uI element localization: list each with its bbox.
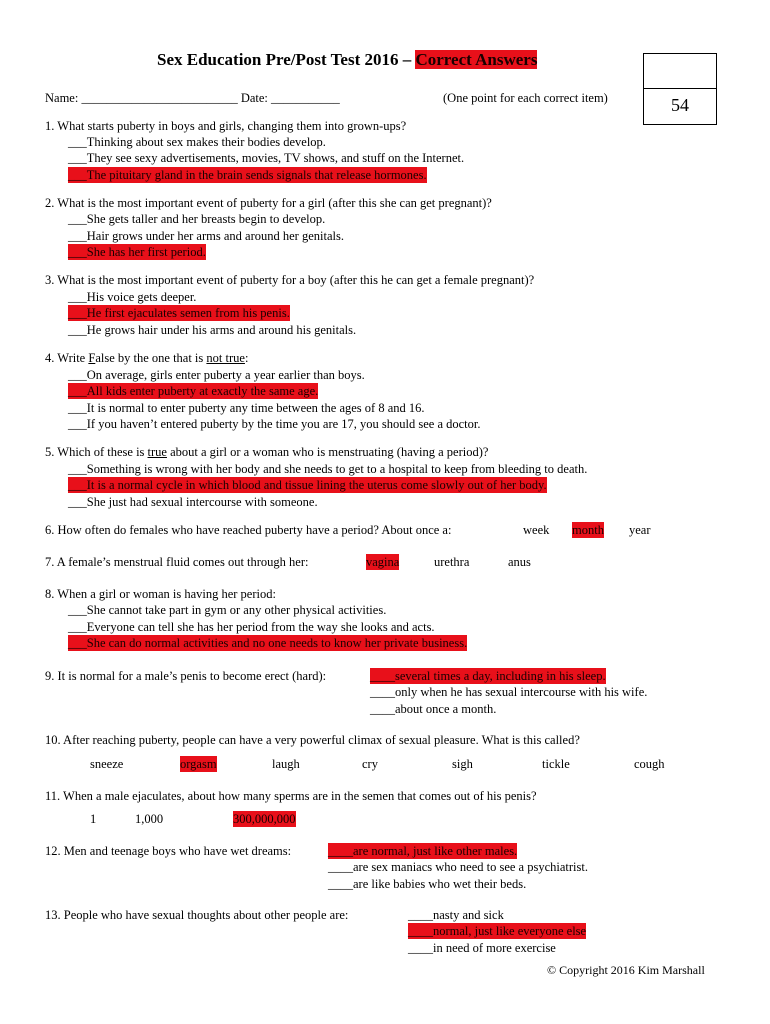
q7-choice-urethra: urethra: [434, 555, 470, 569]
q9-option-1-correct: ____several times a day, including in his sleep.: [370, 669, 606, 683]
q6-choice-week: week: [523, 523, 550, 537]
q4-prompt-part-c: :: [244, 351, 249, 365]
q10-choice-sigh: sigh: [452, 757, 473, 771]
q7-choice-anus: anus: [508, 555, 531, 569]
q9-option-3: ____about once a month.: [370, 702, 497, 716]
q10-choice-tickle: tickle: [542, 757, 570, 771]
q13-option-3: ____in need of more exercise: [408, 941, 556, 955]
question-9-prompt: 9. It is normal for a male’s penis to become erect (hard):: [45, 669, 327, 683]
q10-choice-cough: cough: [634, 757, 665, 771]
score-value: 54: [671, 95, 689, 115]
question-11-prompt: 11. When a male ejaculates, about how many sperms are in the semen that comes out of his penis?: [45, 789, 537, 803]
question-12-prompt: 12. Men and teenage boys who have wet dreams:: [45, 844, 292, 858]
q11-choice-300000000-correct: 300,000,000: [233, 812, 296, 826]
score-box: [643, 88, 717, 125]
q4-option-3: ___It is normal to enter puberty any time between the ages of 8 and 16.: [68, 401, 425, 415]
q13-option-1: ____nasty and sick: [408, 908, 504, 922]
q5-option-1: ___Something is wrong with her body and she needs to get to a hospital to keep from bleeding to death.: [68, 462, 588, 476]
q1-option-1: ___Thinking about sex makes their bodies develop.: [68, 135, 326, 149]
q4-prompt-not-true: not true: [206, 351, 245, 365]
points-note: (One point for each correct item): [443, 91, 608, 105]
q2-option-3-correct: ___She has her first period.: [68, 245, 206, 259]
q8-option-1: ___She cannot take part in gym or any other physical activities.: [68, 603, 387, 617]
q13-option-2-correct: ____normal, just like everyone else: [408, 924, 587, 938]
page-title: [157, 50, 537, 70]
q1-option-2: ___They see sexy advertisements, movies, TV shows, and stuff on the Internet.: [68, 151, 465, 165]
score-box-top: [643, 53, 717, 90]
question-10-prompt: 10. After reaching puberty, people can have a very powerful climax of sexual pleasure. What is this called?: [45, 733, 580, 747]
q12-option-3: ____are like babies who wet their beds.: [328, 877, 527, 891]
title-main: Sex Education Pre/Post Test 2016 –: [157, 50, 416, 69]
q4-option-1: ___On average, girls enter puberty a year earlier than boys.: [68, 368, 365, 382]
question-13-prompt: 13. People who have sexual thoughts about other people are:: [45, 908, 349, 922]
q6-choice-month-correct: month: [572, 523, 604, 537]
q11-choice-1: 1: [90, 812, 97, 826]
q10-choice-laugh: laugh: [272, 757, 300, 771]
question-7-prompt: 7. A female’s menstrual fluid comes out through her:: [45, 555, 309, 569]
question-5-prompt: [45, 444, 488, 460]
q2-option-1: ___She gets taller and her breasts begin to develop.: [68, 212, 326, 226]
q10-choice-sneeze: sneeze: [90, 757, 124, 771]
q2-option-2: ___Hair grows under her arms and around her genitals.: [68, 229, 344, 243]
q5-option-2-correct: ___It is a normal cycle in which blood and tissue lining the uterus come slowly out of her body.: [68, 478, 547, 492]
q8-option-2: ___Everyone can tell she has her period from the way she looks and acts.: [68, 620, 435, 634]
q12-option-1-correct: ____are normal, just like other males.: [328, 844, 518, 858]
q8-option-3-correct: ___She can do normal activities and no one needs to know her private business.: [68, 636, 468, 650]
copyright-notice: © Copyright 2016 Kim Marshall: [547, 963, 705, 977]
q7-choice-vagina-correct: vagina: [366, 555, 400, 569]
name-date-line: Name: _________________________ Date: ___________: [45, 91, 340, 105]
question-8-prompt: 8. When a girl or woman is having her period:: [45, 587, 276, 601]
q4-option-4: ___If you haven’t entered puberty by the time you are 17, you should see a doctor.: [68, 417, 481, 431]
question-3-prompt: 3. What is the most important event of puberty for a boy (after this he can get a female pregnant)?: [45, 273, 535, 287]
q5-prompt-part-a: 5. Which of these is: [45, 445, 148, 459]
q5-prompt-part-b: about a girl or a woman who is menstruating (having a period)?: [166, 445, 489, 459]
q3-option-1: ___His voice gets deeper.: [68, 290, 197, 304]
question-2-prompt: 2. What is the most important event of puberty for a girl (after this she can get pregnant)?: [45, 196, 492, 210]
q4-prompt-f: F: [88, 351, 96, 365]
question-1-prompt: 1. What starts puberty in boys and girls, changing them into grown-ups?: [45, 119, 407, 133]
q10-choice-orgasm-correct: orgasm: [180, 757, 217, 771]
q5-option-3: ___She just had sexual intercourse with someone.: [68, 495, 318, 509]
q4-prompt-part-a: 4. Write: [45, 351, 89, 365]
title-correct-answers: Correct Answers: [415, 50, 538, 69]
q4-option-2-correct: ___All kids enter puberty at exactly the same age.: [68, 384, 319, 398]
q3-option-2-correct: ___He first ejaculates semen from his penis.: [68, 306, 290, 320]
q11-choice-1000: 1,000: [135, 812, 164, 826]
q3-option-3: ___He grows hair under his arms and around his genitals.: [68, 323, 357, 337]
q9-option-2: ____only when he has sexual intercourse with his wife.: [370, 685, 648, 699]
q5-prompt-true: true: [147, 445, 167, 459]
q10-choice-cry: cry: [362, 757, 378, 771]
q12-option-2: ____are sex maniacs who need to see a psychiatrist.: [328, 860, 588, 874]
question-4-prompt: [45, 350, 248, 366]
q6-choice-year: year: [629, 523, 651, 537]
q4-prompt-part-b: alse by the one that is: [95, 351, 207, 365]
q1-option-3-correct: ___The pituitary gland in the brain sends signals that release hormones.: [68, 168, 427, 182]
question-6-prompt: 6. How often do females who have reached puberty have a period? About once a:: [45, 523, 452, 537]
